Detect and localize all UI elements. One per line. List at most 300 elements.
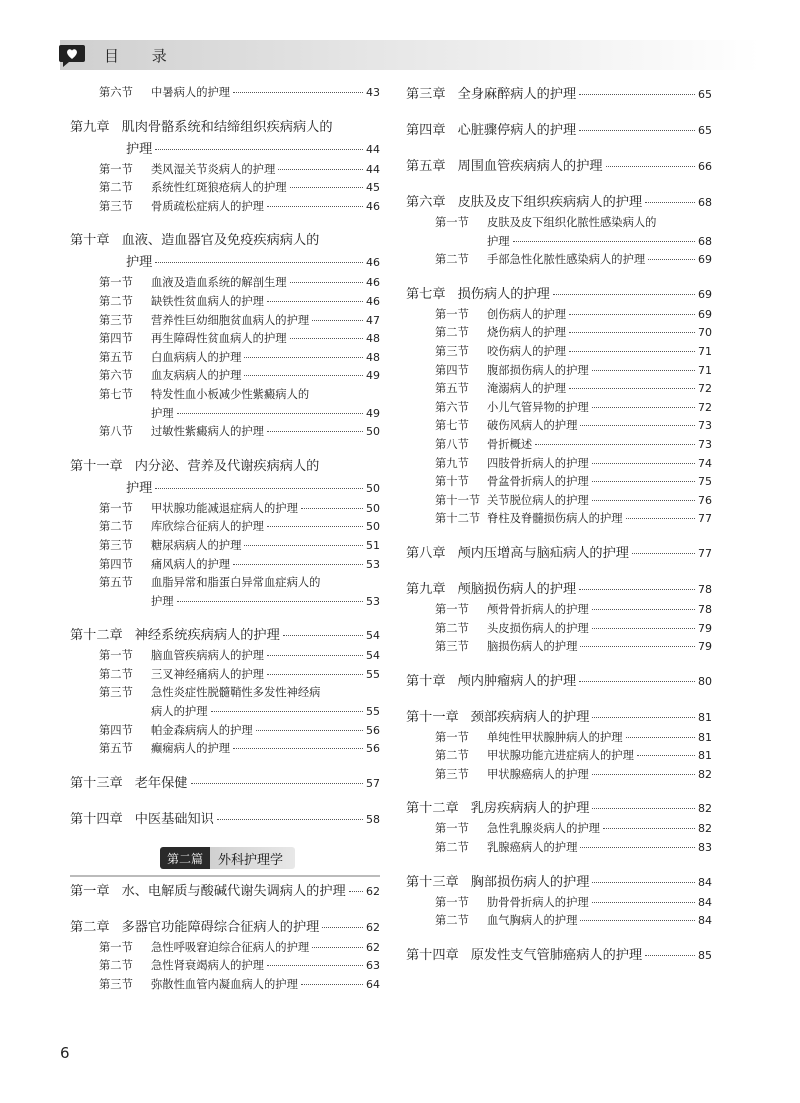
toc-section-entry	[406, 343, 712, 362]
section-heading	[435, 399, 589, 418]
section-title: 破伤风病人的护理	[487, 419, 578, 433]
dot-leader	[155, 488, 363, 489]
chapter-number: 第二章	[70, 919, 110, 935]
section-title: 过敏性紫癜病人的护理	[151, 425, 264, 439]
section-title: 骨盆骨折病人的护理	[487, 475, 589, 489]
section-title: 脊柱及脊髓损伤病人的护理	[487, 512, 623, 526]
dot-leader	[592, 481, 695, 482]
toc-chapter-entry	[406, 945, 712, 967]
section-heading	[435, 417, 577, 436]
toc-section-continuation	[70, 405, 380, 424]
toc-section-entry	[406, 766, 712, 785]
page-number-ref: 53	[366, 557, 380, 571]
page-number-ref: 82	[698, 822, 712, 836]
section-title: 小儿气管异物的护理	[487, 400, 589, 414]
page-number-ref: 56	[366, 742, 380, 756]
title-continuation: 护理	[126, 480, 153, 496]
title-continuation: 病人的护理	[151, 705, 208, 719]
toc-section-entry	[406, 324, 712, 343]
section-heading	[435, 620, 589, 639]
toc-section-entry	[406, 912, 712, 931]
page-number-ref: 82	[698, 767, 712, 781]
toc-section-entry	[406, 455, 712, 474]
page-number-ref: 69	[698, 253, 712, 267]
chapter-number: 第九章	[70, 119, 110, 135]
toc-section-entry	[70, 84, 380, 103]
page-number-ref: 62	[366, 884, 380, 898]
chapter-number: 第十四章	[70, 811, 123, 827]
chapter-title: 乳房疾病病人的护理	[470, 801, 590, 817]
toc-section-entry	[406, 747, 712, 766]
toc-chapter-entry	[406, 543, 712, 565]
toc-section-entry	[70, 518, 380, 537]
page-number-ref: 77	[698, 512, 712, 526]
page-number-ref: 58	[366, 812, 380, 826]
page-number-ref: 73	[698, 437, 712, 451]
section-title: 脑损伤病人的护理	[487, 640, 578, 654]
dot-leader	[569, 388, 695, 389]
toc-section-entry	[406, 473, 712, 492]
section-number: 第五节	[435, 382, 469, 396]
section-number: 第一节	[99, 649, 133, 663]
section-number: 第一节	[99, 940, 133, 954]
toc-section-continuation	[406, 233, 712, 252]
toc-chapter-entry	[70, 809, 380, 831]
dot-leader	[645, 955, 695, 956]
toc-chapter-entry	[406, 192, 712, 214]
section-heading	[99, 423, 264, 442]
section-heading	[99, 518, 264, 537]
chapter-heading	[406, 707, 589, 729]
dot-leader	[290, 338, 363, 339]
chapter-heading	[406, 192, 642, 214]
page-number-ref: 46	[366, 199, 380, 213]
toc-section-entry	[406, 306, 712, 325]
section-heading	[435, 362, 589, 381]
page-number-ref: 73	[698, 419, 712, 433]
dot-leader	[267, 655, 363, 656]
toc-chapter-continuation	[70, 252, 380, 274]
page-number-ref: 65	[698, 88, 712, 101]
section-title: 痛风病人的护理	[151, 557, 231, 571]
dot-leader	[579, 681, 695, 682]
page-number-ref: 78	[698, 602, 712, 616]
dot-leader	[637, 755, 695, 756]
section-heading	[99, 386, 309, 405]
toc-chapter-continuation	[70, 139, 380, 161]
page-number-ref: 66	[698, 160, 712, 173]
section-number: 第二节	[99, 181, 133, 195]
toc-section-entry	[70, 349, 380, 368]
section-title: 淹溺病人的护理	[487, 382, 567, 396]
chapter-number: 第十二章	[70, 628, 123, 644]
toc-section-entry	[406, 417, 712, 436]
section-number: 第八节	[99, 425, 133, 439]
toc-section-entry	[406, 251, 712, 270]
section-title: 急性乳腺炎病人的护理	[487, 822, 600, 836]
dot-leader	[283, 635, 363, 636]
dot-leader	[626, 737, 695, 738]
toc-section-entry	[70, 386, 380, 405]
toc-section-entry	[70, 500, 380, 519]
toc-section-entry	[70, 161, 380, 180]
section-number: 第五节	[99, 576, 133, 590]
dot-leader	[244, 545, 363, 546]
section-title: 中暑病人的护理	[151, 86, 231, 99]
dot-leader	[592, 774, 695, 775]
dot-leader	[553, 294, 695, 295]
page-number-ref: 46	[366, 294, 380, 308]
section-number: 第二节	[99, 520, 133, 534]
section-number: 第一节	[435, 216, 469, 229]
dot-leader	[211, 711, 364, 712]
toc-section-entry	[406, 894, 712, 913]
chapter-number: 第十章	[70, 233, 110, 249]
section-title: 再生障碍性贫血病人的护理	[151, 332, 287, 346]
section-title: 手部急性化脓性感染病人的护理	[487, 253, 646, 267]
dot-leader	[290, 282, 363, 283]
chapter-heading	[406, 284, 550, 306]
toc-chapter-entry	[406, 84, 712, 106]
page-number-ref: 81	[698, 749, 712, 763]
section-number: 第十二节	[435, 512, 481, 526]
dot-leader	[301, 508, 363, 509]
toc-section-entry	[406, 601, 712, 620]
page-number-ref: 46	[366, 276, 380, 290]
chapter-number: 第七章	[406, 286, 446, 302]
dot-leader	[267, 526, 363, 527]
toc-left-column	[70, 84, 380, 995]
section-heading	[99, 647, 264, 666]
title-continuation: 护理	[126, 255, 153, 271]
chapter-heading	[406, 798, 589, 820]
dot-leader	[569, 351, 695, 352]
chapter-heading	[406, 579, 576, 601]
section-number: 第一节	[435, 822, 469, 836]
dot-leader	[267, 301, 363, 302]
section-title: 腹部损伤病人的护理	[487, 363, 589, 377]
toc-section-entry	[406, 436, 712, 455]
page-number-ref: 50	[366, 501, 380, 515]
chapter-number: 第十一章	[70, 458, 123, 474]
toc-chapter-entry	[70, 230, 380, 252]
title-continuation: 护理	[151, 406, 174, 420]
page-number-ref: 44	[366, 162, 380, 176]
dot-leader	[603, 828, 695, 829]
toc-chapter-entry	[406, 156, 712, 178]
dot-leader	[191, 783, 364, 784]
section-heading	[99, 722, 253, 741]
section-number: 第五节	[99, 350, 133, 364]
page-number-ref: 76	[698, 493, 712, 507]
section-heading	[99, 330, 287, 349]
section-title: 系统性红斑狼疮病人的护理	[151, 181, 287, 195]
page-number-ref: 49	[366, 369, 380, 383]
section-number: 第三节	[435, 640, 469, 654]
chapter-number: 第三章	[406, 87, 446, 102]
section-heading	[99, 976, 298, 995]
section-title: 缺铁性贫血病人的护理	[151, 294, 264, 308]
section-number: 第四节	[99, 723, 133, 737]
section-number: 第三节	[99, 313, 133, 327]
chapter-title: 颈部疾病病人的护理	[470, 709, 590, 725]
dot-leader	[155, 262, 363, 263]
dot-leader	[626, 518, 695, 519]
dot-leader	[580, 646, 695, 647]
section-heading	[435, 820, 600, 839]
page-number-ref: 77	[698, 546, 712, 560]
chapter-heading	[406, 872, 589, 894]
page-number-ref: 84	[698, 895, 712, 909]
dot-leader	[290, 187, 363, 188]
section-number: 第四节	[99, 332, 133, 346]
page-number-ref: 79	[698, 621, 712, 635]
section-heading	[435, 306, 566, 325]
section-heading	[99, 574, 320, 593]
section-heading	[99, 939, 309, 958]
section-title: 肋骨骨折病人的护理	[487, 895, 589, 909]
section-number: 第二节	[435, 253, 469, 267]
toc-section-entry	[70, 179, 380, 198]
toc-section-continuation	[70, 703, 380, 722]
toc-section-entry	[406, 214, 712, 233]
page-number-ref: 62	[366, 920, 380, 934]
section-title: 烧伤病人的护理	[487, 326, 567, 340]
chapter-number: 第五章	[406, 159, 446, 174]
dot-leader	[301, 984, 363, 985]
toc-chapter-entry	[70, 773, 380, 795]
section-title: 白血病病人的护理	[151, 350, 242, 364]
toc-section-continuation	[70, 593, 380, 612]
dot-leader	[217, 819, 363, 820]
section-heading	[435, 436, 532, 455]
section-heading	[435, 324, 566, 343]
section-number: 第二节	[435, 749, 469, 763]
dot-leader	[580, 920, 695, 921]
section-title: 甲状腺功能亢进症病人的护理	[487, 749, 634, 763]
section-heading	[435, 729, 623, 748]
section-title: 甲状腺癌病人的护理	[487, 767, 589, 781]
page-number-ref: 70	[698, 326, 712, 340]
part-label	[160, 847, 295, 869]
page-number-ref: 55	[366, 667, 380, 681]
dot-leader	[580, 847, 695, 848]
chapter-number: 第十三章	[70, 775, 123, 791]
section-title: 急性呼吸窘迫综合征病人的护理	[151, 940, 310, 954]
section-title: 帕金森病病人的护理	[151, 723, 253, 737]
dot-leader	[648, 259, 695, 260]
chapter-title: 周围血管疾病病人的护理	[457, 159, 603, 174]
page-number-ref: 65	[698, 124, 712, 137]
section-number: 第七节	[435, 419, 469, 433]
toc-section-entry	[70, 939, 380, 958]
page-number-ref: 80	[698, 674, 712, 688]
section-number: 第八节	[435, 437, 469, 451]
page-number-ref: 64	[366, 978, 380, 992]
chapter-title: 多器官功能障碍综合征病人的护理	[121, 919, 320, 935]
chapter-title: 胸部损伤病人的护理	[470, 874, 590, 890]
chapter-heading	[70, 625, 280, 647]
section-number: 第五节	[99, 742, 133, 756]
section-title: 糖尿病病人的护理	[151, 538, 242, 552]
chapter-title: 颅内压增高与脑疝病人的护理	[457, 545, 629, 561]
dot-leader	[569, 332, 695, 333]
toc-section-entry	[70, 574, 380, 593]
page-number-ref: 45	[366, 181, 380, 195]
section-number: 第二节	[435, 621, 469, 635]
dot-leader	[513, 241, 695, 242]
toc-section-entry	[70, 198, 380, 217]
chapter-number: 第十四章	[406, 947, 459, 963]
title-continuation: 护理	[151, 594, 174, 608]
dot-leader	[592, 808, 695, 809]
toc-section-entry	[406, 399, 712, 418]
dot-leader	[645, 202, 695, 203]
chapter-title: 皮肤及皮下组织疾病病人的护理	[457, 195, 643, 210]
section-number: 第一节	[435, 895, 469, 909]
dot-leader	[244, 375, 363, 376]
section-title: 咬伤病人的护理	[487, 344, 567, 358]
toc-section-entry	[406, 362, 712, 381]
section-title: 单纯性甲状腺肿病人的护理	[487, 730, 623, 744]
page-number-ref: 48	[366, 332, 380, 346]
page-title: 目 录	[104, 47, 181, 65]
section-heading	[99, 740, 230, 759]
page-number-ref: 55	[366, 705, 380, 719]
section-title: 颅骨骨折病人的护理	[487, 602, 589, 616]
part-rule	[70, 875, 380, 877]
section-heading	[435, 214, 656, 233]
page-number-ref: 54	[366, 629, 380, 643]
section-number: 第十一节	[435, 493, 481, 507]
page-number-ref: 69	[698, 287, 712, 301]
page-number-ref: 44	[366, 142, 380, 156]
dot-leader	[177, 601, 363, 602]
dot-leader	[579, 94, 695, 95]
toc-section-entry	[406, 638, 712, 657]
dot-leader	[267, 674, 363, 675]
section-number: 第三节	[99, 199, 133, 213]
chapter-heading	[70, 809, 214, 831]
page-number-ref: 78	[698, 582, 712, 596]
section-title: 皮肤及皮下组织化脓性感染病人的	[487, 216, 657, 229]
section-heading	[435, 912, 577, 931]
dot-leader	[592, 407, 695, 408]
dot-leader	[256, 730, 363, 731]
toc-section-entry	[70, 740, 380, 759]
toc-chapter-entry	[406, 120, 712, 142]
chapter-title: 血液、造血器官及免疫疾病病人的	[121, 233, 320, 249]
page-number-ref: 85	[698, 948, 712, 962]
section-title: 血气胸病人的护理	[487, 914, 578, 928]
toc-section-entry	[70, 647, 380, 666]
chapter-heading	[406, 945, 642, 967]
dot-leader	[233, 92, 363, 93]
page-number-ref: 53	[366, 594, 380, 608]
chapter-number: 第四章	[406, 123, 446, 138]
section-heading	[435, 766, 589, 785]
section-number: 第一节	[435, 730, 469, 744]
chapter-number: 第十三章	[406, 874, 459, 890]
section-title: 甲状腺功能减退症病人的护理	[151, 501, 298, 515]
dot-leader	[267, 965, 363, 966]
section-number: 第二节	[435, 841, 469, 855]
dot-leader	[592, 628, 695, 629]
section-number: 第三节	[99, 686, 133, 700]
section-title: 类风湿关节炎病人的护理	[151, 162, 276, 176]
dot-leader	[312, 320, 363, 321]
section-number: 第二节	[99, 294, 133, 308]
section-number: 第一节	[99, 501, 133, 515]
toc-section-entry	[406, 820, 712, 839]
section-number: 第四节	[435, 363, 469, 377]
toc-section-entry	[70, 312, 380, 331]
page-number-ref: 56	[366, 723, 380, 737]
section-title: 弥散性血管内凝血病人的护理	[151, 978, 298, 992]
section-title: 骨折概述	[487, 437, 533, 451]
chapter-heading	[406, 84, 576, 106]
page-number-ref: 68	[698, 196, 712, 209]
section-title: 癫痫病人的护理	[151, 742, 231, 756]
page-number-ref: 81	[698, 710, 712, 724]
section-number: 第七节	[99, 387, 133, 401]
toc-chapter-entry	[70, 117, 380, 139]
section-number: 第一节	[99, 276, 133, 290]
dot-leader	[592, 609, 695, 610]
toc-section-entry	[406, 839, 712, 858]
dot-leader	[312, 947, 363, 948]
chapter-title: 水、电解质与酸碱代谢失调病人的护理	[121, 883, 346, 899]
toc-section-entry	[70, 976, 380, 995]
page-number-ref: 57	[366, 776, 380, 790]
dot-leader	[592, 882, 695, 883]
toc-section-entry	[406, 620, 712, 639]
page-number-ref: 50	[366, 481, 380, 495]
dot-leader	[592, 717, 695, 718]
section-number: 第一节	[435, 602, 469, 616]
page-number-ref: 46	[366, 256, 380, 270]
page-number-ref: 72	[698, 400, 712, 414]
section-number: 第二节	[99, 959, 133, 973]
toc-section-entry	[70, 722, 380, 741]
section-title: 四肢骨折病人的护理	[487, 456, 589, 470]
toc-chapter-entry	[406, 872, 712, 894]
toc-chapter-entry	[406, 284, 712, 306]
page-number-ref: 68	[698, 234, 712, 248]
section-heading	[99, 957, 264, 976]
dot-leader	[569, 314, 695, 315]
chapter-title: 内分泌、营养及代谢疾病病人的	[134, 458, 320, 474]
toc-section-entry	[70, 367, 380, 386]
section-number: 第三节	[435, 344, 469, 358]
page-number-ref: 49	[366, 406, 380, 420]
chapter-heading	[70, 881, 346, 903]
chapter-number: 第十章	[406, 673, 446, 689]
dot-leader	[632, 553, 695, 554]
dot-leader	[579, 130, 695, 131]
toc-section-entry	[406, 380, 712, 399]
toc-section-entry	[406, 492, 712, 511]
section-number: 第十节	[435, 475, 469, 489]
toc-section-entry	[70, 684, 380, 703]
dot-leader	[606, 166, 695, 167]
chapter-title: 全身麻醉病人的护理	[457, 87, 577, 102]
section-number: 第六节	[99, 86, 133, 99]
page-number-ref: 75	[698, 475, 712, 489]
section-heading	[99, 500, 298, 519]
section-heading	[99, 349, 241, 368]
page-number-ref: 71	[698, 363, 712, 377]
